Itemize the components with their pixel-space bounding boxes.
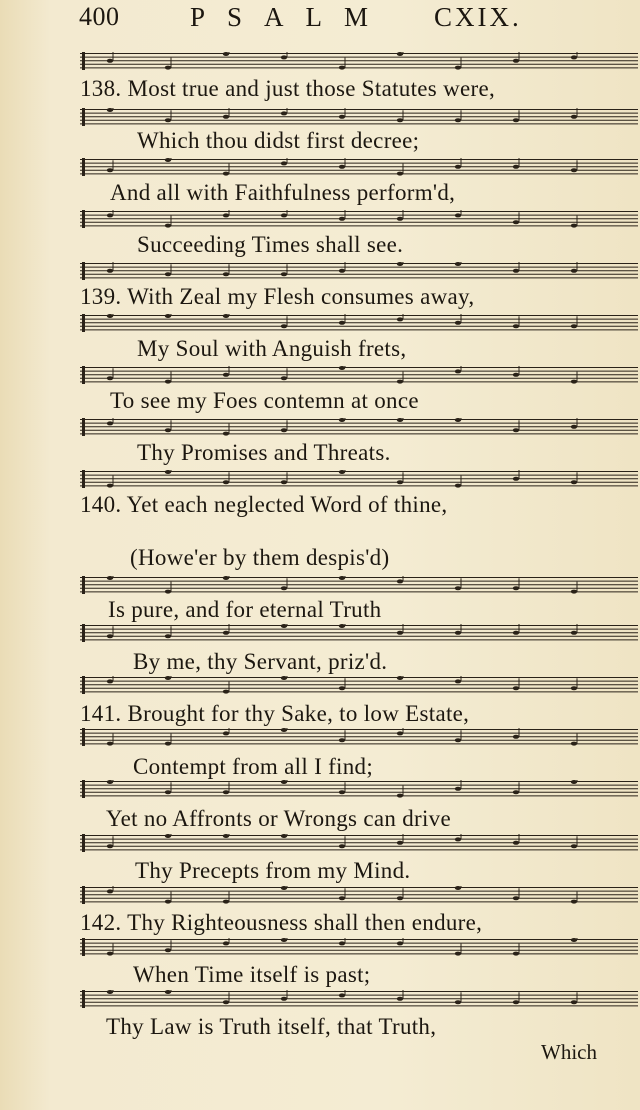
verse-line: Which thou didst first decree; — [137, 128, 420, 153]
music-staff — [80, 210, 638, 228]
music-staff — [80, 314, 638, 332]
music-staff — [80, 728, 638, 746]
staff-lines — [80, 470, 638, 488]
music-staff — [80, 886, 638, 904]
verse-line: Is pure, and for eternal Truth — [108, 597, 382, 622]
staff-lines — [80, 728, 638, 746]
verse-line — [80, 492, 447, 518]
catchword: Which — [541, 1040, 597, 1064]
music-staff — [80, 470, 638, 488]
verse-line — [80, 701, 469, 727]
verse-text: Thy Righteousness shall then endure, — [127, 910, 483, 935]
verse-text: Yet each neglected Word of thine, — [126, 492, 448, 517]
music-staff — [80, 676, 638, 694]
verse-line — [80, 910, 482, 936]
verse-line: By me, thy Servant, priz'd. — [133, 649, 388, 674]
staff-lines — [80, 52, 638, 70]
verse-line: Contempt from all I find; — [133, 754, 374, 779]
music-staff — [80, 52, 638, 70]
verse-line: Thy Law is Truth itself, that Truth, — [106, 1014, 437, 1039]
staff-lines — [80, 576, 638, 594]
page-number: 400 — [79, 2, 120, 31]
music-staff — [80, 624, 638, 642]
staff-lines — [80, 886, 638, 904]
verse-line: Succeeding Times shall see. — [137, 232, 404, 257]
verse-line — [80, 284, 474, 310]
verse-line: And all with Faithfulness perform'd, — [110, 180, 456, 205]
verse-line: My Soul with Anguish frets, — [137, 336, 407, 361]
music-staff — [80, 366, 638, 384]
verse-number: 138. — [80, 76, 122, 101]
staff-lines — [80, 418, 638, 436]
page-header — [0, 2, 640, 40]
verse-number: 140. — [80, 492, 122, 517]
music-staff — [80, 262, 638, 280]
music-staff — [80, 780, 638, 798]
staff-lines — [80, 938, 638, 956]
verse-number: 141. — [80, 701, 122, 726]
music-staff — [80, 938, 638, 956]
verse-line: (Howe'er by them despis'd) — [130, 545, 390, 570]
music-staff — [80, 576, 638, 594]
verse-line — [80, 76, 495, 102]
staff-lines — [80, 210, 638, 228]
verse-line: When Time itself is past; — [133, 962, 371, 987]
psalm-number: CXIX. — [434, 2, 522, 32]
staff-lines — [80, 158, 638, 176]
music-staff — [80, 158, 638, 176]
verse-number: 142. — [80, 910, 122, 935]
verse-text: Most true and just those Statutes were, — [127, 76, 496, 101]
verse-text: Brought for thy Sake, to low Estate, — [127, 701, 470, 726]
staff-lines — [80, 624, 638, 642]
staff-lines — [80, 780, 638, 798]
staff-lines — [80, 366, 638, 384]
verse-line: Thy Promises and Threats. — [137, 440, 391, 465]
verse-line: Yet no Affronts or Wrongs can drive — [106, 806, 451, 831]
verse-text: With Zeal my Flesh consumes away, — [127, 284, 475, 309]
verse-line: To see my Foes contemn at once — [110, 388, 419, 413]
music-staff — [80, 834, 638, 852]
verse-line: Thy Precepts from my Mind. — [135, 858, 411, 883]
staff-lines — [80, 834, 638, 852]
staff-lines — [80, 108, 638, 126]
staff-lines — [80, 990, 638, 1008]
music-staff — [80, 418, 638, 436]
verse-number: 139. — [80, 284, 122, 309]
staff-lines — [80, 314, 638, 332]
staff-lines — [80, 262, 638, 280]
music-staff — [80, 990, 638, 1008]
staff-lines — [80, 676, 638, 694]
running-title: PSALM — [190, 2, 391, 32]
music-staff — [80, 108, 638, 126]
